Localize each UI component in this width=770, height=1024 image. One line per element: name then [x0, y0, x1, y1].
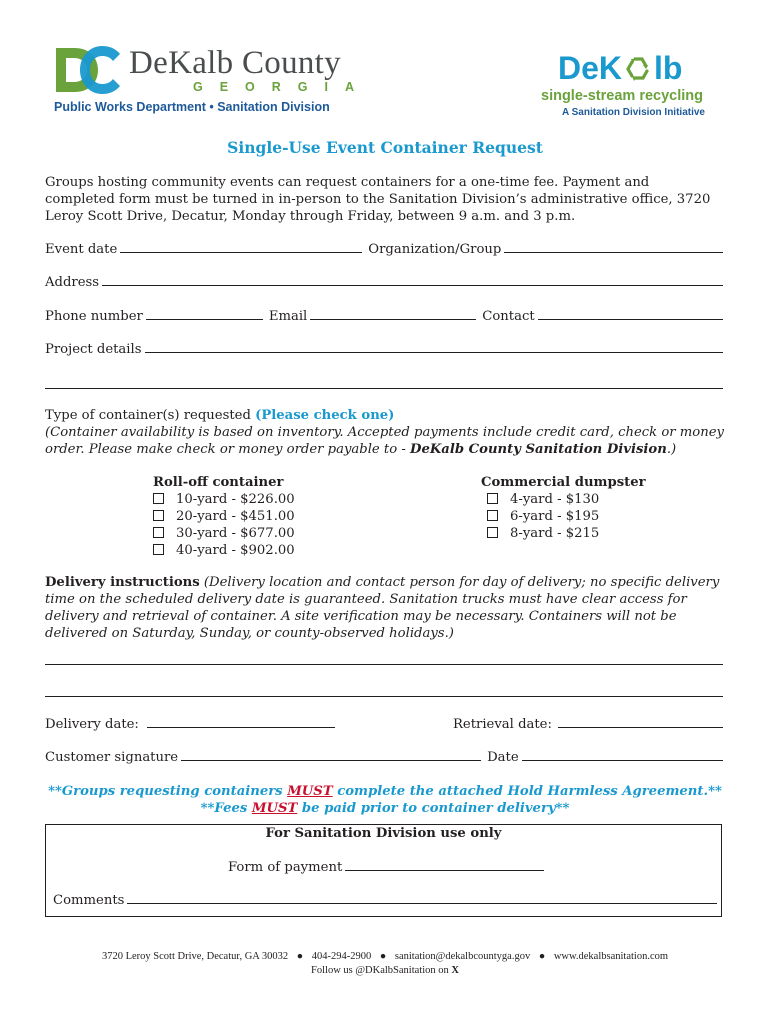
roll-off-option[interactable]	[153, 491, 295, 508]
checkbox[interactable]	[153, 493, 164, 504]
footer-contact-line	[0, 951, 770, 962]
commercial-option[interactable]	[487, 508, 599, 525]
notice-2-suffix: be paid prior to container delivery**	[297, 801, 570, 816]
payee-name: DeKalb County Sanitation Division	[410, 442, 667, 457]
contact-field[interactable]	[538, 308, 723, 320]
delivery-instructions-label: Delivery instructions	[45, 575, 200, 590]
email-label: Email	[268, 309, 308, 324]
comments-label: Comments	[53, 893, 125, 908]
option-label: 10-yard - $226.00	[176, 492, 295, 507]
retrieval-date-field[interactable]	[558, 716, 723, 728]
comments-row	[53, 892, 717, 908]
option-label: 8-yard - $215	[510, 526, 600, 541]
payable-prefix: order. Please make check or money order payable to -	[45, 442, 411, 457]
retrieval-date-row	[453, 716, 723, 732]
signature-row	[45, 749, 723, 765]
checkbox[interactable]	[153, 510, 164, 521]
must-emphasis: MUST	[251, 801, 298, 816]
commercial-option[interactable]	[487, 525, 599, 542]
check-one-instruction: (Please check one)	[255, 408, 395, 423]
signature-date-label: Date	[487, 750, 519, 765]
comments-field[interactable]	[127, 892, 717, 904]
logo-text-left: DeK	[558, 50, 623, 86]
payable-suffix: .)	[666, 442, 677, 457]
container-note-line-2	[45, 441, 676, 458]
notice-2-prefix: **Fees	[200, 801, 252, 816]
roll-off-option[interactable]	[153, 508, 295, 525]
notice-1-suffix: complete the attached Hold Harmless Agreement.**	[332, 784, 722, 799]
intro-line-3: Leroy Scott Drive, Decatur, Monday through Friday, between 9 a.m. and 3 p.m.	[45, 209, 576, 224]
office-use-heading: For Sanitation Division use only	[265, 826, 502, 841]
organization-field[interactable]	[504, 241, 723, 253]
checkbox[interactable]	[487, 527, 498, 538]
commercial-heading: Commercial dumpster	[481, 475, 646, 490]
county-name: DeKalb County	[129, 45, 341, 81]
roll-off-heading: Roll-off container	[153, 475, 284, 490]
recycle-icon	[623, 54, 653, 84]
delivery-text-4: delivered on Saturday, Sunday, or county-observed holidays.)	[45, 626, 454, 641]
customer-signature-label: Customer signature	[45, 750, 179, 765]
project-details-field-2[interactable]	[45, 388, 723, 389]
container-type-label: Type of container(s) requested	[45, 408, 251, 423]
contact-label: Contact	[482, 309, 535, 324]
checkbox[interactable]	[487, 510, 498, 521]
project-details-label: Project details	[45, 342, 142, 357]
logo-text-right: lb	[654, 50, 683, 86]
customer-signature-field[interactable]	[181, 749, 481, 761]
delivery-date-label: Delivery date:	[45, 717, 139, 732]
container-type-heading	[45, 407, 394, 424]
footer-email[interactable]: sanitation@dekalbcountyga.gov	[394, 951, 531, 962]
checkbox[interactable]	[153, 544, 164, 555]
address-field[interactable]	[102, 274, 723, 286]
hold-harmless-notice	[0, 783, 770, 800]
delivery-text-1: (Delivery location and contact person for day of delivery; no specific delivery	[203, 575, 720, 590]
option-label: 4-yard - $130	[510, 492, 600, 507]
option-label: 20-yard - $451.00	[176, 509, 295, 524]
program-subtagline: A Sanitation Division Initiative	[562, 107, 705, 118]
form-of-payment-label: Form of payment	[228, 860, 343, 875]
bullet-separator: ●	[296, 951, 304, 962]
address-label: Address	[45, 275, 100, 290]
footer-website[interactable]: www.dekalbsanitation.com	[553, 951, 669, 962]
page-title: Single-Use Event Container Request	[227, 138, 543, 157]
event-date-label: Event date	[45, 242, 118, 257]
dekalb-recycling-logo	[558, 50, 682, 87]
phone-field[interactable]	[146, 308, 263, 320]
phone-label: Phone number	[45, 309, 143, 324]
roll-off-options	[153, 491, 295, 559]
organization-label: Organization/Group	[368, 242, 502, 257]
email-field[interactable]	[310, 308, 476, 320]
roll-off-option[interactable]	[153, 542, 295, 559]
container-note-line-1: (Container availability is based on inventory. Accepted payments include credit card, check or money	[45, 425, 724, 440]
footer-address: 3720 Leroy Scott Drive, Decatur, GA 30032	[101, 951, 289, 962]
event-date-field[interactable]	[120, 241, 362, 253]
project-details-row	[45, 341, 723, 357]
form-of-payment-field[interactable]	[345, 859, 544, 871]
footer-phone: 404-294-2900	[311, 951, 372, 962]
roll-off-option[interactable]	[153, 525, 295, 542]
form-of-payment-row	[228, 859, 544, 875]
retrieval-date-label: Retrieval date:	[453, 717, 552, 732]
dekalb-county-logo-mark	[52, 42, 124, 98]
option-label: 30-yard - $677.00	[176, 526, 295, 541]
delivery-text-3: delivery and retrieval of container. A site verification may be necessary. Containers will not be	[45, 609, 677, 624]
county-state: GEORGIA	[193, 80, 372, 94]
signature-date-field[interactable]	[522, 749, 723, 761]
project-details-field[interactable]	[145, 341, 724, 353]
checkbox[interactable]	[487, 493, 498, 504]
delivery-date-field[interactable]	[147, 716, 335, 728]
checkbox[interactable]	[153, 527, 164, 538]
program-tagline: single-stream recycling	[541, 88, 703, 104]
notice-1-prefix: **Groups requesting containers	[48, 784, 288, 799]
delivery-instructions-field-2[interactable]	[45, 696, 723, 697]
bullet-separator: ●	[379, 951, 387, 962]
commercial-options	[487, 491, 599, 542]
contact-info-row	[45, 308, 723, 324]
follow-text: Follow us @DKalbSanitation on	[311, 965, 452, 976]
x-platform-link[interactable]: X	[451, 965, 459, 976]
delivery-instructions-field-1[interactable]	[45, 664, 723, 665]
commercial-option[interactable]	[487, 491, 599, 508]
department-line: Public Works Department • Sanitation Division	[54, 100, 330, 114]
option-label: 6-yard - $195	[510, 509, 600, 524]
fees-notice	[0, 800, 770, 817]
event-info-row	[45, 241, 723, 257]
must-emphasis: MUST	[287, 784, 333, 799]
intro-line-1: Groups hosting community events can request containers for a one-time fee. Payment and	[45, 175, 650, 190]
option-label: 40-yard - $902.00	[176, 543, 295, 558]
delivery-text-2: time on the scheduled delivery date is guaranteed. Sanitation trucks must have clear access for	[45, 592, 687, 607]
delivery-instructions-line-1	[45, 574, 719, 591]
intro-line-2: completed form must be turned in in-person to the Sanitation Division’s administrative office, 3720	[45, 192, 711, 207]
bullet-separator: ●	[538, 951, 546, 962]
address-row	[45, 274, 723, 290]
delivery-date-row	[45, 716, 335, 732]
footer-follow-line	[0, 965, 770, 976]
